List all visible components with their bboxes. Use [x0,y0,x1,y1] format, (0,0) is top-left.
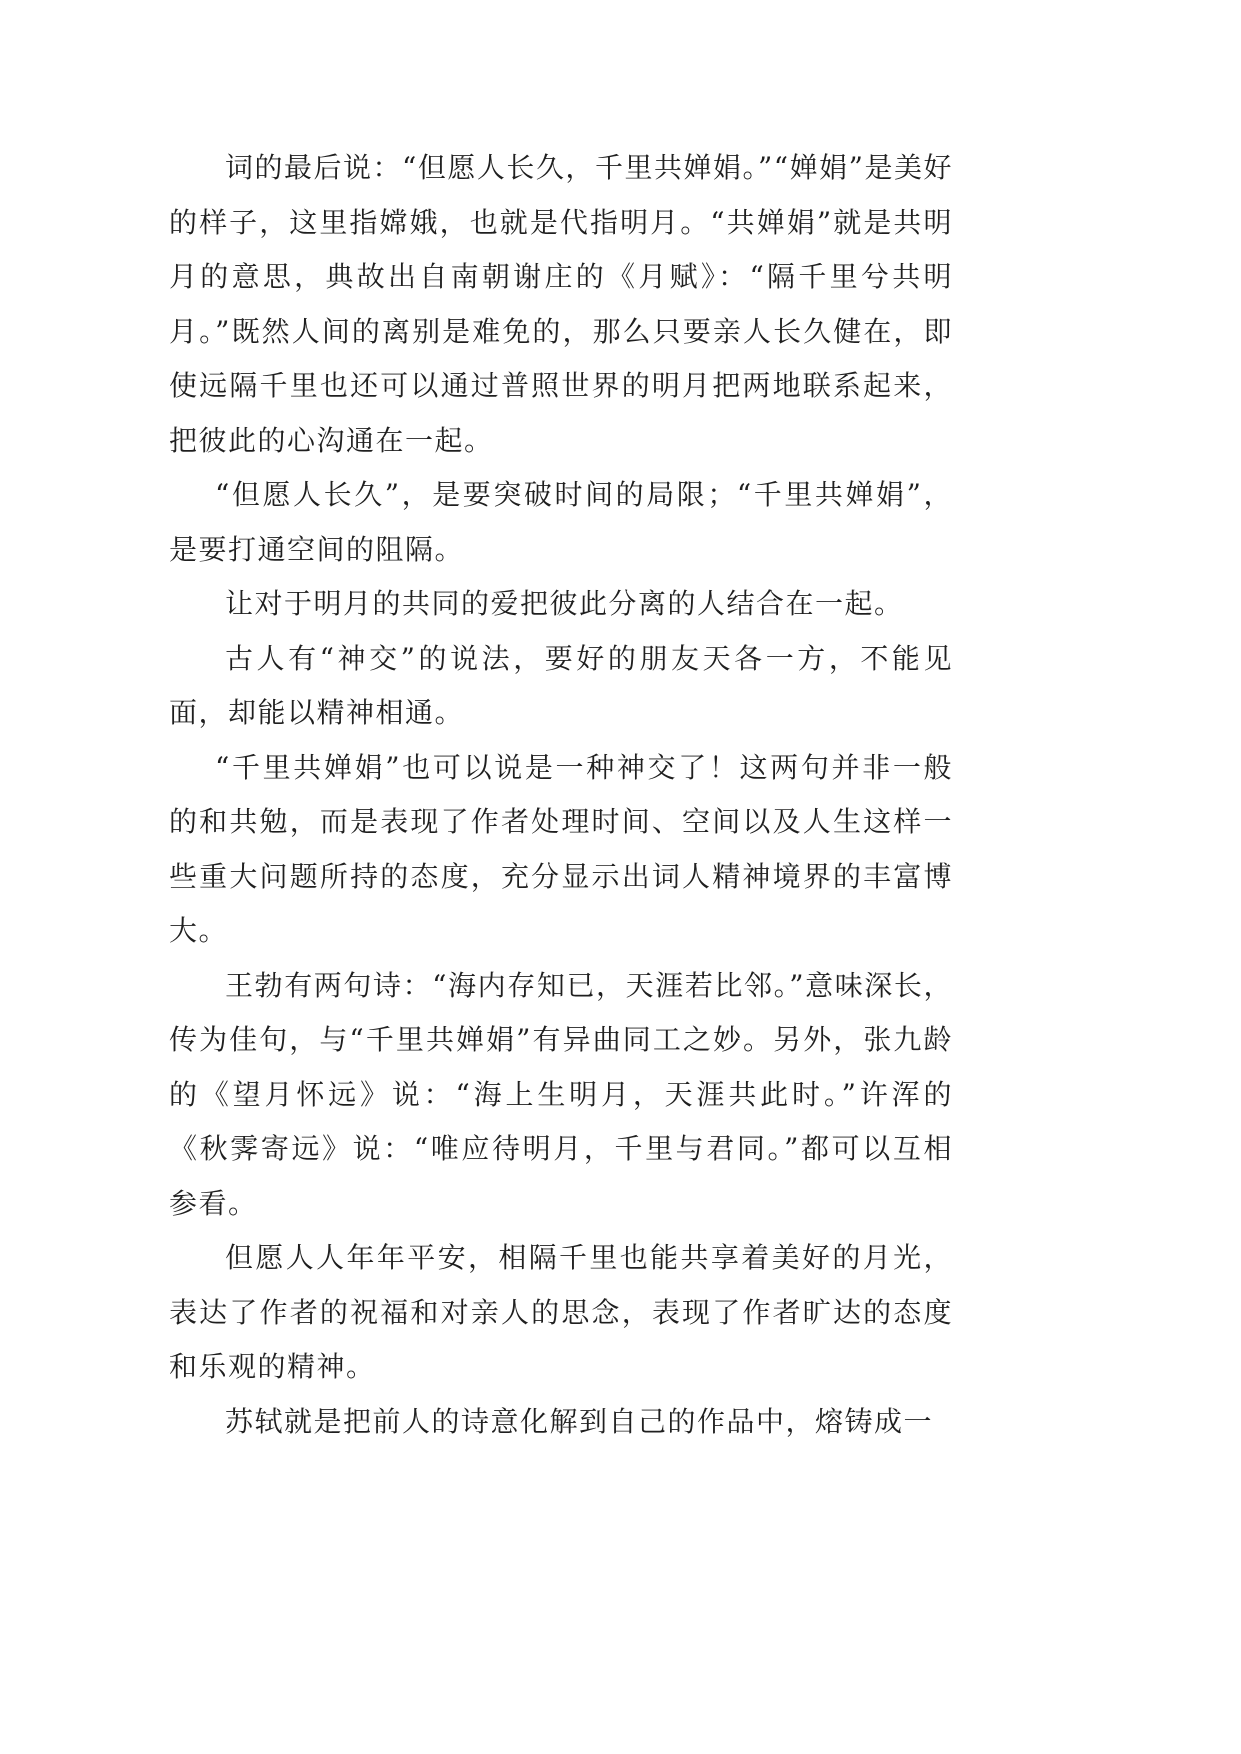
paragraph: “千里共婵娟”也可以说是一种神交了！这两句并非一般的和共勉，而是表现了作者处理时间、空间以及人生这样一些重大问题所持的态度，充分显示出词人精神境界的丰富博大。 [169,750,953,947]
paragraph: “但愿人长久”，是要突破时间的局限；“千里共婵娟”，是要打通空间的阻隔。 [169,478,953,566]
paragraph: 苏轼就是把前人的诗意化解到自己的作品中，熔铸成一 [225,1404,934,1438]
paragraph: 王勃有两句诗：“海内存知已，天涯若比邻。”意味深长，传为佳句，与“千里共婵娟”有异曲同工之妙。另外，张九龄的《望月怀远》说：“海上生明月，天涯共此时。”许浑的《秋霁寄远》说：“唯应待明月，千里与君同。”都可以互相参看。 [169,968,953,1220]
paragraph: 但愿人人年年平安，相隔千里也能共享着美好的月光，表达了作者的祝福和对亲人的思念，表现了作者旷达的态度和乐观的精神。 [169,1241,953,1383]
paragraph: 词的最后说：“但愿人长久，千里共婵娟。”“婵娟”是美好的样子，这里指嫦娥，也就是代指明月。“共婵娟”就是共明月的意思，典故出自南朝谢庄的《月赋》：“隔千里兮共明月。”既然人间的离别是难免的，那么只要亲人长久健在，即使远隔千里也还可以通过普照世界的明月把两地联系起来，把彼此的心沟通在一起。 [169,151,953,457]
paragraph: 让对于明月的共同的爱把彼此分离的人结合在一起。 [225,587,904,620]
paragraph: 古人有“神交”的说法，要好的朋友天各一方，不能见面，却能以精神相通。 [169,641,953,729]
document-body [169,141,953,1449]
